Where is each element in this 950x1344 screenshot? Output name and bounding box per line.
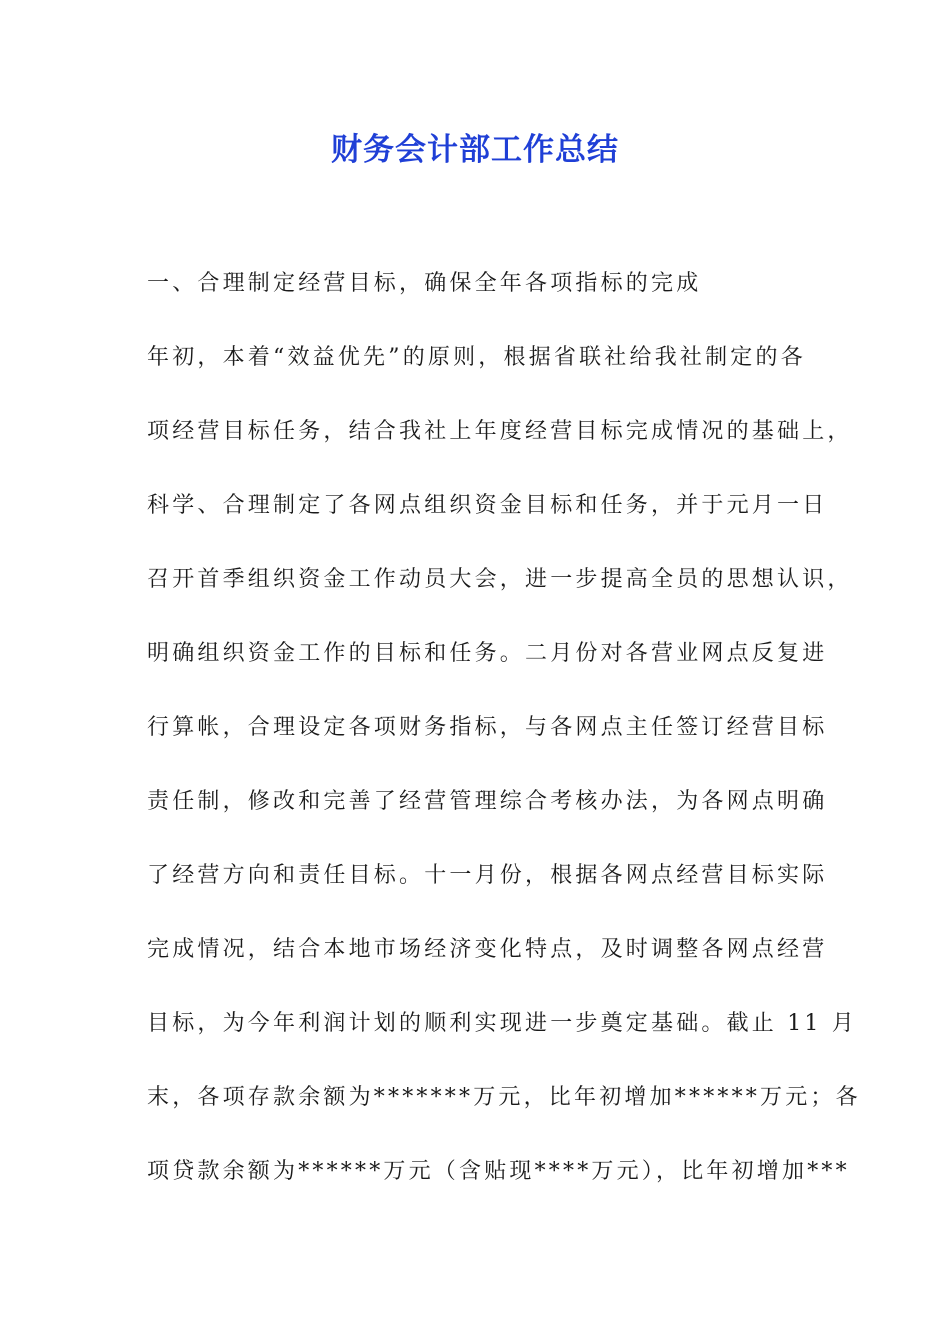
paragraph-line: 科学、合理制定了各网点组织资金目标和任务，并于元月一日 xyxy=(147,493,828,518)
paragraph-line: 召开首季组织资金工作动员大会，进一步提高全员的思想认识， xyxy=(147,567,853,592)
paragraph-line: 责任制，修改和完善了经营管理综合考核办法，为各网点明确 xyxy=(147,789,828,814)
document-body xyxy=(147,262,861,1224)
paragraph-line: 行算帐，合理设定各项财务指标，与各网点主任签订经营目标 xyxy=(147,715,828,740)
paragraph-line: 项贷款余额为******万元（含贴现****万元），比年初增加*** xyxy=(147,1159,850,1184)
paragraph-line: 年初，本着“效益优先”的原则，根据省联社给我社制定的各 xyxy=(147,345,806,370)
paragraph-line: 了经营方向和责任目标。十一月份，根据各网点经营目标实际 xyxy=(147,863,828,888)
paragraph-line: 末，各项存款余额为*******万元，比年初增加******万元；各 xyxy=(147,1085,861,1110)
paragraph-line: 明确组织资金工作的目标和任务。二月份对各营业网点反复进 xyxy=(147,641,828,666)
document-title: 财务会计部工作总结 xyxy=(331,132,619,168)
paragraph-line: 目标，为今年利润计划的顺利实现进一步奠定基础。截止 11 月 xyxy=(147,1011,857,1036)
paragraph-line: 项经营目标任务，结合我社上年度经营目标完成情况的基础上， xyxy=(147,419,853,444)
paragraph-line: 完成情况，结合本地市场经济变化特点，及时调整各网点经营 xyxy=(147,937,828,962)
section-heading: 一、合理制定经营目标，确保全年各项指标的完成 xyxy=(147,271,702,296)
